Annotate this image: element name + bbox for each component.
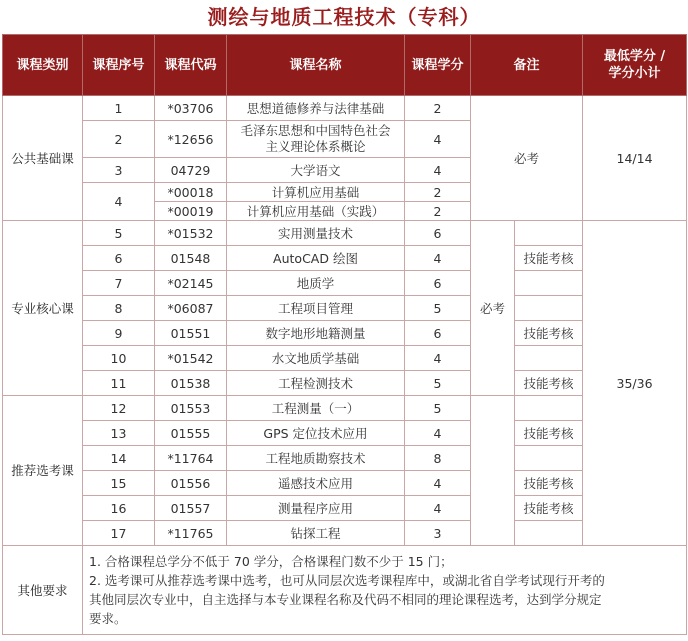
header-code: 课程代码 <box>155 35 227 96</box>
row-code: *11765 <box>155 521 227 546</box>
row-seq: 2 <box>83 121 155 158</box>
row-name: 计算机应用基础 <box>227 183 405 202</box>
row-note <box>515 296 583 321</box>
curriculum-table <box>2 34 687 635</box>
row-seq: 8 <box>83 296 155 321</box>
other-line-4: 要求。 <box>89 611 127 626</box>
other-line-2: 2. 选考课可从推荐选考课中选考，也可从同层次选考课程库中，或湖北省自学考试现行开考的 <box>89 573 605 588</box>
row-name: 计算机应用基础（实践） <box>227 202 405 221</box>
row-code: *01542 <box>155 346 227 371</box>
row-code: 01555 <box>155 421 227 446</box>
row-credit: 4 <box>405 471 471 496</box>
row-name: 工程项目管理 <box>227 296 405 321</box>
row-note: 技能考核 <box>515 371 583 396</box>
page-title: 测绘与地质工程技术（专科） <box>207 5 481 29</box>
row-credit: 5 <box>405 296 471 321</box>
row-note <box>515 446 583 471</box>
row-credit: 6 <box>405 271 471 296</box>
row-credit: 2 <box>405 96 471 121</box>
row-name-line1: 毛泽东思想和中国特色社会 <box>240 123 391 138</box>
row-name: 测量程序应用 <box>227 496 405 521</box>
row-name: 数字地形地籍测量 <box>227 321 405 346</box>
row-credit: 4 <box>405 346 471 371</box>
row-code: 01556 <box>155 471 227 496</box>
row-seq: 10 <box>83 346 155 371</box>
row-name: 工程测量（一） <box>227 396 405 421</box>
row-seq: 9 <box>83 321 155 346</box>
row-credit: 4 <box>405 121 471 158</box>
row-seq: 16 <box>83 496 155 521</box>
row-note: 技能考核 <box>515 496 583 521</box>
row-note <box>515 396 583 421</box>
row-name-line2: 主义理论体系概论 <box>265 139 366 154</box>
row-credit: 4 <box>405 158 471 183</box>
row-credit: 2 <box>405 202 471 221</box>
row-seq: 7 <box>83 271 155 296</box>
row-seq: 14 <box>83 446 155 471</box>
row-code: 01548 <box>155 246 227 271</box>
row-code: 01557 <box>155 496 227 521</box>
row-code: 01551 <box>155 321 227 346</box>
row-credit: 6 <box>405 221 471 246</box>
row-code: *11764 <box>155 446 227 471</box>
other-line-3: 其他同层次专业中，自主选择与本专业课程名称及代码不相同的理论课程选考，达到学分规定 <box>89 592 602 607</box>
row-note: 技能考核 <box>515 246 583 271</box>
row-credit: 4 <box>405 496 471 521</box>
row-seq: 15 <box>83 471 155 496</box>
row-name: GPS 定位技术应用 <box>227 421 405 446</box>
row-seq: 1 <box>83 96 155 121</box>
table-row <box>3 96 687 121</box>
remark-public: 必考 <box>471 96 583 221</box>
row-credit: 4 <box>405 246 471 271</box>
row-name: AutoCAD 绘图 <box>227 246 405 271</box>
other-requirements-label: 其他要求 <box>3 546 83 635</box>
row-code: *06087 <box>155 296 227 321</box>
header-credit: 课程学分 <box>405 35 471 96</box>
row-name: 实用测量技术 <box>227 221 405 246</box>
table-row <box>3 221 687 246</box>
row-credit: 5 <box>405 396 471 421</box>
row-credit: 4 <box>405 421 471 446</box>
row-code: *00019 <box>155 202 227 221</box>
row-code: *03706 <box>155 96 227 121</box>
row-note <box>515 521 583 546</box>
row-seq: 6 <box>83 246 155 271</box>
category-core: 专业核心课 <box>3 221 83 396</box>
min-credit-public: 14/14 <box>583 96 687 221</box>
row-name: 工程检测技术 <box>227 371 405 396</box>
row-name: 钻探工程 <box>227 521 405 546</box>
category-elective: 推荐选考课 <box>3 396 83 546</box>
other-requirements-row <box>3 546 687 635</box>
row-name: 思想道德修养与法律基础 <box>227 96 405 121</box>
row-credit: 2 <box>405 183 471 202</box>
row-seq: 17 <box>83 521 155 546</box>
other-requirements-text <box>83 546 687 635</box>
header-category: 课程类别 <box>3 35 83 96</box>
row-seq: 5 <box>83 221 155 246</box>
remark-elective-blank <box>471 396 515 546</box>
row-note <box>515 221 583 246</box>
header-seq: 课程序号 <box>83 35 155 96</box>
row-code: *00018 <box>155 183 227 202</box>
row-code: *02145 <box>155 271 227 296</box>
row-code: 01538 <box>155 371 227 396</box>
row-note <box>515 346 583 371</box>
row-code: 04729 <box>155 158 227 183</box>
row-credit: 8 <box>405 446 471 471</box>
row-seq: 12 <box>83 396 155 421</box>
header-remark: 备注 <box>471 35 583 96</box>
row-note: 技能考核 <box>515 321 583 346</box>
row-credit: 6 <box>405 321 471 346</box>
row-seq: 13 <box>83 421 155 446</box>
header-min-credit-line1: 最低学分 / <box>603 49 666 64</box>
row-code: *12656 <box>155 121 227 158</box>
row-seq: 11 <box>83 371 155 396</box>
header-min-credit-line2: 学分小计 <box>608 66 661 81</box>
row-name: 地质学 <box>227 271 405 296</box>
header-name: 课程名称 <box>227 35 405 96</box>
row-credit: 3 <box>405 521 471 546</box>
row-seq: 3 <box>83 158 155 183</box>
row-credit: 5 <box>405 371 471 396</box>
header-min-credit <box>583 35 687 96</box>
row-note: 技能考核 <box>515 471 583 496</box>
row-code: *01532 <box>155 221 227 246</box>
category-public: 公共基础课 <box>3 96 83 221</box>
row-seq: 4 <box>83 183 155 221</box>
row-note <box>515 271 583 296</box>
row-note: 技能考核 <box>515 421 583 446</box>
row-name: 遥感技术应用 <box>227 471 405 496</box>
header-row <box>3 35 687 96</box>
row-name: 工程地质勘察技术 <box>227 446 405 471</box>
row-name: 水文地质学基础 <box>227 346 405 371</box>
row-name: 大学语文 <box>227 158 405 183</box>
row-name <box>227 121 405 158</box>
min-credit-core: 35/36 <box>583 221 687 546</box>
remark-core: 必考 <box>471 221 515 396</box>
row-code: 01553 <box>155 396 227 421</box>
other-line-1: 1. 合格课程总学分不低于 70 学分，合格课程门数不少于 15 门； <box>89 554 453 569</box>
